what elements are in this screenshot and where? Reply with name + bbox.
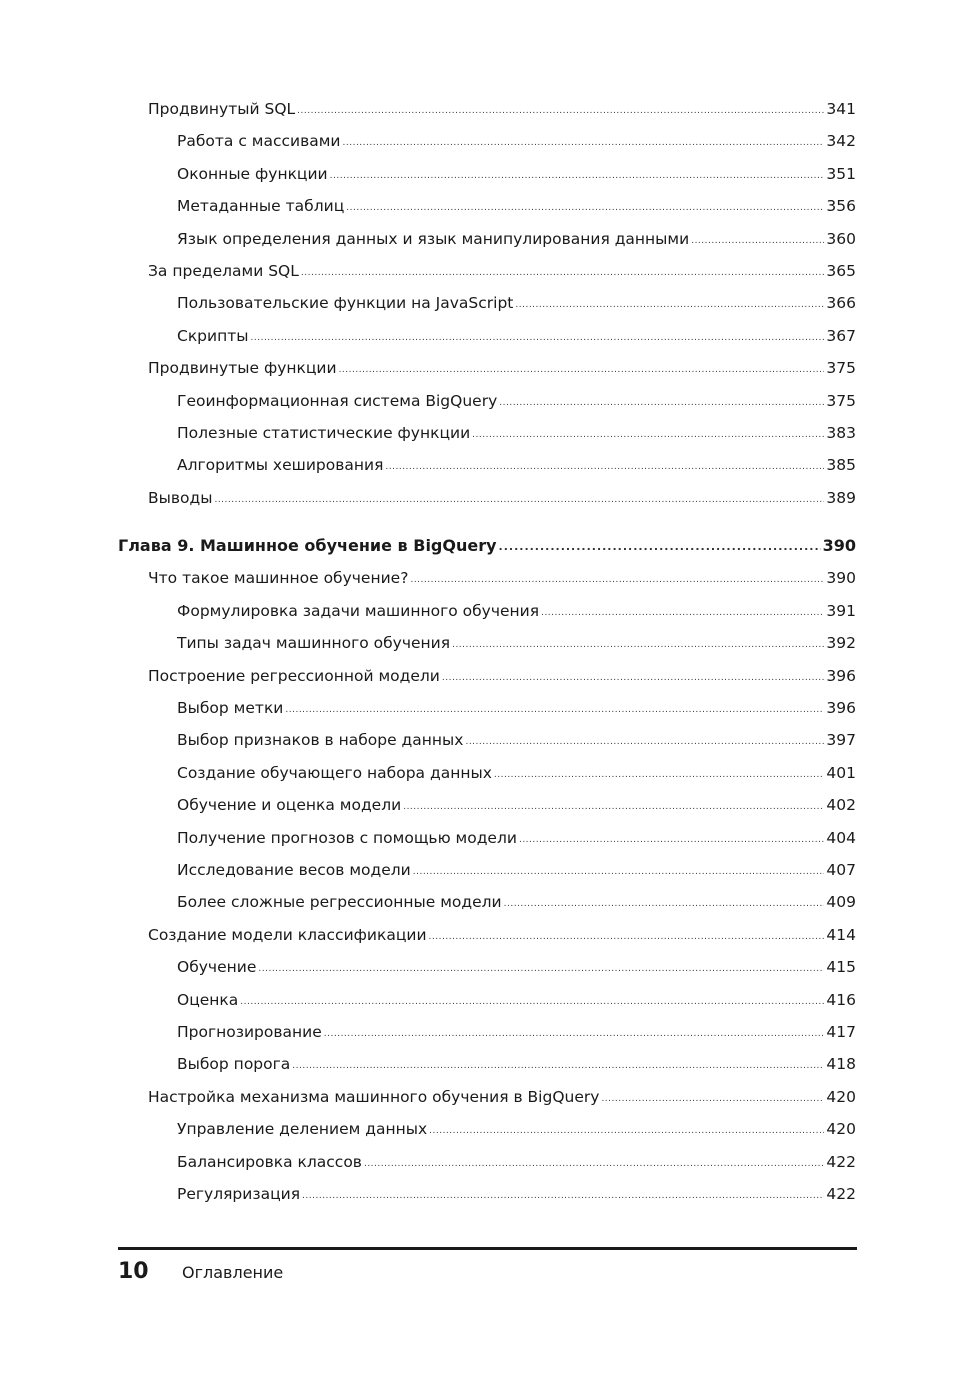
toc-entry-page: 407 bbox=[826, 860, 856, 879]
toc-entry[interactable] bbox=[118, 125, 856, 157]
dot-leader bbox=[410, 564, 824, 596]
dot-leader bbox=[297, 95, 824, 127]
dot-leader bbox=[324, 1018, 825, 1050]
toc-entry-page: 389 bbox=[826, 488, 856, 507]
toc-entry-page: 420 bbox=[826, 1120, 856, 1139]
toc-entry[interactable] bbox=[118, 789, 856, 821]
toc-entry-title: Алгоритмы хеширования bbox=[177, 456, 384, 475]
toc-entry[interactable] bbox=[118, 385, 856, 417]
toc-entry-title: Геоинформационная система BigQuery bbox=[177, 391, 498, 410]
toc-entry[interactable] bbox=[118, 724, 856, 756]
toc-entry-page: 351 bbox=[826, 164, 856, 183]
toc-entry-page: 342 bbox=[826, 132, 856, 151]
toc-entry-page: 356 bbox=[826, 197, 856, 216]
toc-entry[interactable] bbox=[118, 287, 856, 319]
toc-entry-page: 414 bbox=[826, 925, 856, 944]
toc-entry-page: 396 bbox=[826, 699, 856, 718]
toc-entry-title: Оконные функции bbox=[177, 164, 328, 183]
toc-entry-page: 422 bbox=[826, 1152, 856, 1171]
toc-chapter-entry[interactable] bbox=[118, 530, 856, 562]
dot-leader bbox=[413, 856, 825, 888]
toc-entry-page: 402 bbox=[826, 796, 856, 815]
dot-leader bbox=[499, 531, 821, 563]
toc-entry-title: Выбор признаков в наборе данных bbox=[177, 731, 464, 750]
toc-entry-page: 401 bbox=[826, 763, 856, 782]
toc-entry[interactable] bbox=[118, 951, 856, 983]
dot-leader bbox=[601, 1083, 824, 1115]
toc-entry-title: Оценка bbox=[177, 990, 239, 1009]
toc-entry-title: Получение прогнозов с помощью модели bbox=[177, 828, 517, 847]
toc-entry[interactable] bbox=[118, 919, 856, 951]
toc-entry-title: Типы задач машинного обучения bbox=[177, 634, 451, 653]
toc-entry[interactable] bbox=[118, 822, 856, 854]
toc-entry[interactable] bbox=[118, 352, 856, 384]
dot-leader bbox=[292, 1050, 824, 1082]
toc-entry[interactable] bbox=[118, 595, 856, 627]
toc-entry[interactable] bbox=[118, 1016, 856, 1048]
dot-leader bbox=[285, 694, 824, 726]
toc-entry-page: 390 bbox=[826, 569, 856, 588]
toc-entry-title: Регуляризация bbox=[177, 1184, 301, 1203]
toc-entry-page: 366 bbox=[826, 294, 856, 313]
toc-entry-title: Что такое машинное обучение? bbox=[148, 569, 409, 588]
toc-entry-title: Язык определения данных и язык манипулирования данными bbox=[177, 229, 690, 248]
toc-entry-title: За пределами SQL bbox=[148, 261, 299, 280]
dot-leader bbox=[541, 597, 824, 629]
toc-entry[interactable] bbox=[118, 627, 856, 659]
dot-leader bbox=[429, 1115, 824, 1147]
toc-entry[interactable] bbox=[118, 1081, 856, 1113]
toc-entry-title: Исследование весов модели bbox=[177, 860, 411, 879]
dot-leader bbox=[504, 888, 825, 920]
toc-entry-page: 397 bbox=[826, 731, 856, 750]
dot-leader bbox=[214, 484, 824, 516]
page-number: 10 bbox=[118, 1259, 149, 1284]
toc-entry-title: Построение регрессионной модели bbox=[148, 666, 440, 685]
dot-leader bbox=[346, 192, 824, 224]
toc-entry[interactable] bbox=[118, 757, 856, 789]
toc-entry-page: 390 bbox=[822, 536, 856, 556]
dot-leader bbox=[519, 824, 824, 856]
dot-leader bbox=[465, 726, 824, 758]
toc-entry-page: 409 bbox=[826, 893, 856, 912]
toc-entry-page: 418 bbox=[826, 1055, 856, 1074]
toc-entry-title: Создание модели классификации bbox=[148, 925, 427, 944]
dot-leader bbox=[364, 1148, 824, 1180]
toc-entry-title: Выводы bbox=[148, 488, 213, 507]
dot-leader bbox=[472, 419, 824, 451]
toc-entry[interactable] bbox=[118, 886, 856, 918]
toc-entry-page: 360 bbox=[826, 229, 856, 248]
dot-leader bbox=[515, 289, 824, 321]
toc-entry-page: 420 bbox=[826, 1087, 856, 1106]
dot-leader bbox=[343, 127, 825, 159]
dot-leader bbox=[258, 953, 824, 985]
running-title: Оглавление bbox=[182, 1263, 284, 1282]
toc-entry-page: 404 bbox=[826, 828, 856, 847]
toc-entry-title: Выбор порога bbox=[177, 1055, 291, 1074]
toc-entry-title: Обучение и оценка модели bbox=[177, 796, 402, 815]
toc-entry-title: Глава 9. Машинное обучение в BigQuery bbox=[118, 536, 497, 556]
toc-entry-title: Выбор метки bbox=[177, 699, 284, 718]
toc-entry[interactable] bbox=[118, 223, 856, 255]
toc-entry[interactable] bbox=[118, 1178, 856, 1210]
dot-leader bbox=[330, 160, 825, 192]
toc-entry-title: Обучение bbox=[177, 958, 257, 977]
dot-leader bbox=[429, 921, 825, 953]
toc-entry[interactable] bbox=[118, 984, 856, 1016]
toc-entry-page: 367 bbox=[826, 326, 856, 345]
dot-leader bbox=[452, 629, 824, 661]
toc-entry-title: Продвинутый SQL bbox=[148, 100, 296, 118]
dot-leader bbox=[499, 387, 824, 419]
toc-entry-title: Формулировка задачи машинного обучения bbox=[177, 601, 540, 620]
toc-entry[interactable] bbox=[118, 562, 856, 594]
toc-entry[interactable] bbox=[118, 190, 856, 222]
toc-entry-title: Управление делением данных bbox=[177, 1120, 428, 1139]
toc-entry-title: Создание обучающего набора данных bbox=[177, 763, 492, 782]
dot-leader bbox=[691, 225, 824, 257]
toc-entry[interactable] bbox=[118, 854, 856, 886]
toc-entry-page: 416 bbox=[826, 990, 856, 1009]
toc-entry[interactable] bbox=[118, 1048, 856, 1080]
dot-leader bbox=[339, 354, 825, 386]
toc-entry-title: Продвинутые функции bbox=[148, 359, 337, 378]
toc-entry-title: Балансировка классов bbox=[177, 1152, 362, 1171]
toc-entry[interactable] bbox=[118, 1113, 856, 1145]
table-of-contents bbox=[118, 93, 856, 1210]
toc-entry-title: Настройка механизма машинного обучения в BigQuery bbox=[148, 1087, 600, 1106]
toc-entry-title: Более сложные регрессионные модели bbox=[177, 893, 502, 912]
toc-entry[interactable] bbox=[118, 660, 856, 692]
toc-entry-page: 375 bbox=[826, 391, 856, 410]
toc-entry[interactable] bbox=[118, 93, 856, 125]
toc-entry-page: 392 bbox=[826, 634, 856, 653]
toc-entry[interactable] bbox=[118, 692, 856, 724]
dot-leader bbox=[403, 791, 824, 823]
toc-entry-page: 383 bbox=[826, 423, 856, 442]
toc-entry-title: Полезные статистические функции bbox=[177, 423, 471, 442]
toc-entry-title: Работа с массивами bbox=[177, 132, 341, 151]
dot-leader bbox=[385, 451, 824, 483]
toc-entry-title: Прогнозирование bbox=[177, 1022, 322, 1041]
toc-entry[interactable] bbox=[118, 417, 856, 449]
toc-entry-page: 375 bbox=[826, 359, 856, 378]
toc-entry-page: 415 bbox=[826, 958, 856, 977]
page-footer bbox=[118, 1259, 283, 1284]
toc-entry[interactable] bbox=[118, 1146, 856, 1178]
dot-leader bbox=[240, 986, 824, 1018]
footer-divider bbox=[118, 1247, 857, 1250]
toc-entry[interactable] bbox=[118, 255, 856, 287]
toc-entry[interactable] bbox=[118, 482, 856, 514]
toc-entry-page: 341 bbox=[826, 100, 856, 118]
toc-entry-title: Метаданные таблиц bbox=[177, 197, 345, 216]
toc-entry-page: 422 bbox=[826, 1184, 856, 1203]
toc-entry-page: 385 bbox=[826, 456, 856, 475]
toc-entry-page: 391 bbox=[826, 601, 856, 620]
toc-entry-title: Скрипты bbox=[177, 326, 249, 345]
dot-leader bbox=[301, 257, 825, 289]
toc-entry-page: 365 bbox=[826, 261, 856, 280]
toc-entry-page: 396 bbox=[826, 666, 856, 685]
dot-leader bbox=[302, 1180, 824, 1212]
dot-leader bbox=[251, 322, 825, 354]
toc-entry[interactable] bbox=[118, 449, 856, 481]
toc-entry-title: Пользовательские функции на JavaScript bbox=[177, 294, 514, 313]
toc-entry[interactable] bbox=[118, 320, 856, 352]
toc-entry[interactable] bbox=[118, 158, 856, 190]
dot-leader bbox=[494, 759, 825, 791]
toc-entry-page: 417 bbox=[826, 1022, 856, 1041]
dot-leader bbox=[442, 662, 825, 694]
